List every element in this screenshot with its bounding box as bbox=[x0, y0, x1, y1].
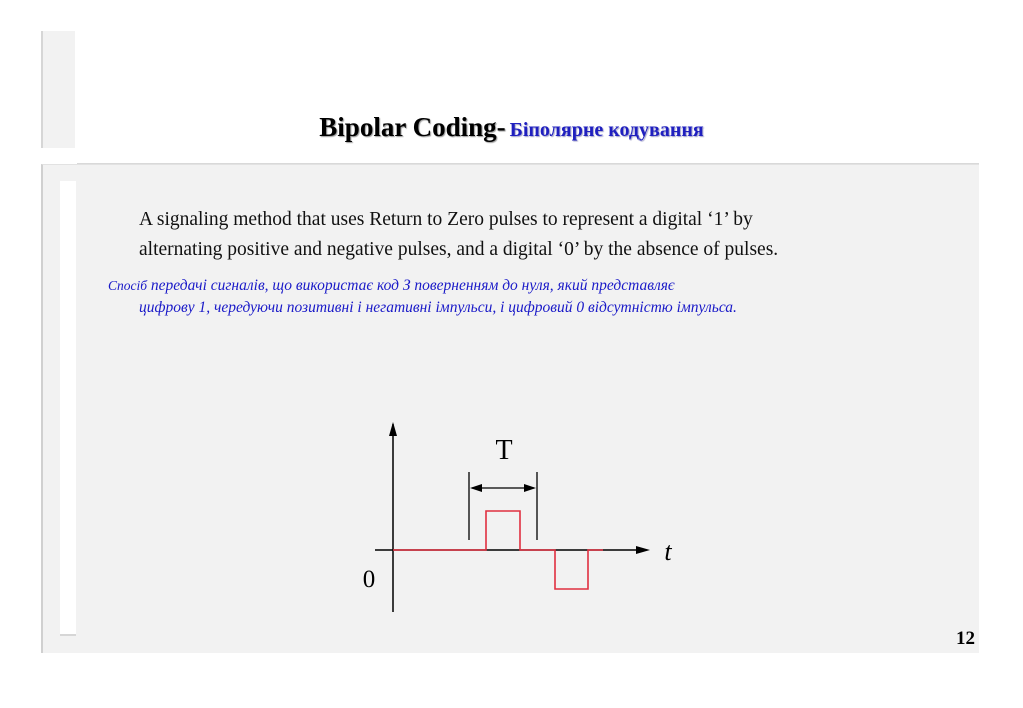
definition-ukrainian-lead: Спосіб bbox=[108, 278, 148, 293]
period-label: T bbox=[495, 435, 513, 466]
title-ukrainian: Біполярне кодування bbox=[509, 119, 704, 141]
time-axis-label: t bbox=[664, 537, 672, 566]
definition-ukrainian-line-2: цифрову 1, чередуючи позитивні і негативні імпульси, і цифровий 0 відсутністю імпульса. bbox=[139, 299, 737, 316]
y-axis-arrowhead bbox=[389, 422, 397, 436]
definition-english-line-1: A signaling method that uses Return to Zero pulses to represent a digital ‘1’ by bbox=[139, 209, 753, 230]
definition-english-line-2: alternating positive and negative pulses, and a digital ‘0’ by the absence of pulses. bbox=[139, 239, 779, 260]
period-arrow-right bbox=[524, 484, 536, 492]
title-english: Bipolar Coding- bbox=[319, 112, 506, 142]
period-arrow-left bbox=[470, 484, 482, 492]
time-axis-arrowhead bbox=[636, 546, 650, 554]
definition-ukrainian-line-1-rest: передачі сигналів, що використає код З поверненням до нуля, який представляє bbox=[147, 277, 675, 294]
page-number: 12 bbox=[956, 628, 975, 649]
origin-label: 0 bbox=[362, 566, 376, 593]
